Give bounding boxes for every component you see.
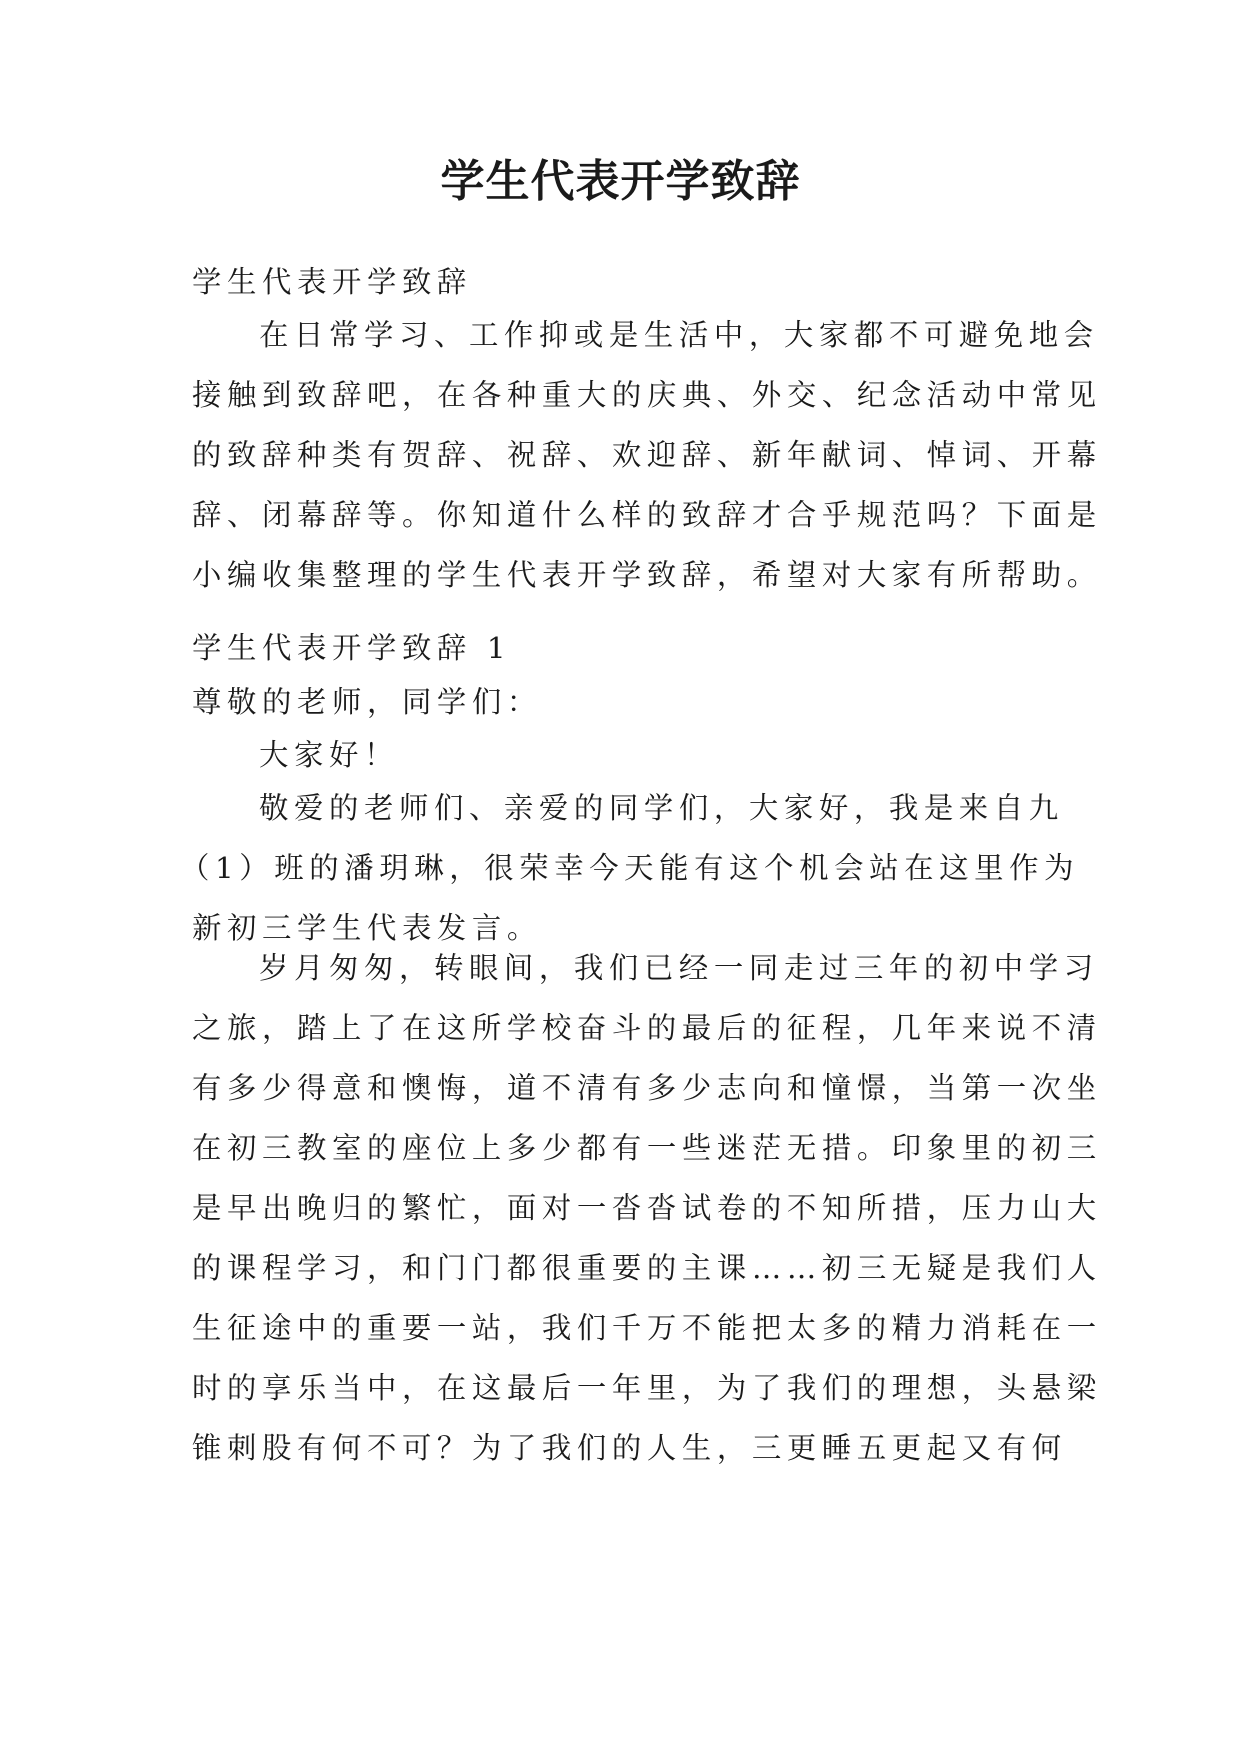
paragraph-line: 生征途中的重要一站，我们千万不能把太多的精力消耗在一 bbox=[192, 1311, 1102, 1345]
greeting bbox=[192, 725, 1054, 785]
paragraph-line: 是早出晚归的繁忙，面对一沓沓试卷的不知所措，压力山大 bbox=[192, 1191, 1102, 1225]
paragraph-line: （1）班的潘玥琳，很荣幸今天能有这个机会站在这里作为 bbox=[180, 851, 1080, 885]
page-title: 学生代表开学致辞 bbox=[440, 156, 801, 207]
section-heading-line: 学生代表开学致辞 1 bbox=[192, 631, 512, 665]
paragraph-line: 接触到致辞吧，在各种重大的庆典、外交、纪念活动中常见 bbox=[192, 378, 1102, 412]
paragraph-line: 在日常学习、工作抑或是生活中，大家都不可避免地会 bbox=[259, 318, 1099, 352]
salutation-line: 尊敬的老师，同学们： bbox=[192, 685, 542, 719]
greeting-line: 大家好！ bbox=[259, 738, 399, 772]
section-heading bbox=[192, 618, 1054, 678]
paragraph-line: 时的享乐当中，在这最后一年里，为了我们的理想，头悬梁 bbox=[192, 1371, 1102, 1405]
paragraph-line: 敬爱的老师们、亲爱的同学们，大家好，我是来自九 bbox=[259, 791, 1064, 825]
paragraph-line: 岁月匆匆，转眼间，我们已经一同走过三年的初中学习 bbox=[259, 951, 1099, 985]
document-subtitle bbox=[192, 252, 1054, 312]
intro-paragraph bbox=[192, 305, 1102, 605]
paragraph-line: 的致辞种类有贺辞、祝辞、欢迎辞、新年献词、悼词、开幕 bbox=[192, 438, 1102, 472]
salutation bbox=[192, 672, 1054, 732]
paragraph-line: 之旅，踏上了在这所学校奋斗的最后的征程，几年来说不清 bbox=[192, 1011, 1102, 1045]
paragraph-line: 在初三教室的座位上多少都有一些迷茫无措。印象里的初三 bbox=[192, 1131, 1102, 1165]
subtitle-line: 学生代表开学致辞 bbox=[192, 265, 472, 299]
body-paragraph-2 bbox=[192, 938, 1102, 1478]
body-paragraph-1 bbox=[180, 778, 1080, 958]
paragraph-line: 小编收集整理的学生代表开学致辞，希望对大家有所帮助。 bbox=[192, 558, 1102, 592]
paragraph-line: 锥刺股有何不可？为了我们的人生，三更睡五更起又有何 bbox=[192, 1431, 1067, 1465]
paragraph-line: 新初三学生代表发言。 bbox=[192, 911, 542, 945]
paragraph-line: 的课程学习，和门门都很重要的主课……初三无疑是我们人 bbox=[192, 1251, 1102, 1285]
paragraph-line: 有多少得意和懊悔，道不清有多少志向和憧憬，当第一次坐 bbox=[192, 1071, 1102, 1105]
paragraph-line: 辞、闭幕辞等。你知道什么样的致辞才合乎规范吗？下面是 bbox=[192, 498, 1102, 532]
